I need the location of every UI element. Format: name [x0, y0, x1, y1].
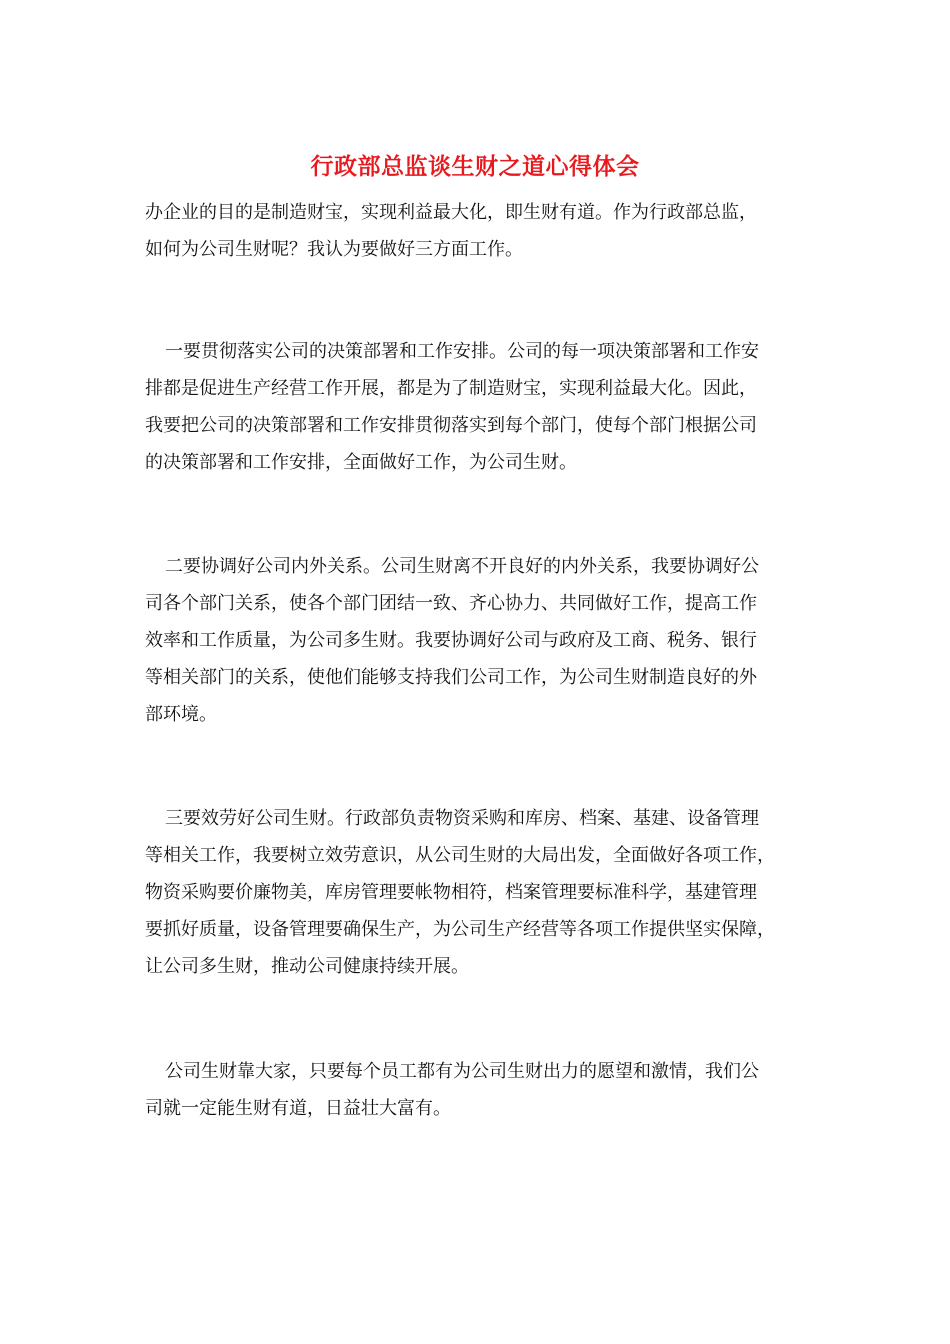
paragraph-line: 等相关工作，我要树立效劳意识，从公司生财的大局出发，全面做好各项工作， [145, 845, 775, 866]
paragraph-point-three [145, 800, 775, 985]
paragraph-line: 部环境。 [145, 704, 217, 725]
paragraph-line: 公司生财靠大家，只要每个员工都有为公司生财出力的愿望和激情，我们公 [165, 1061, 759, 1082]
paragraph-line: 效率和工作质量，为公司多生财。我要协调好公司与政府及工商、税务、银行 [145, 630, 757, 651]
paragraph-line: 物资采购要价廉物美，库房管理要帐物相符，档案管理要标准科学，基建管理 [145, 882, 757, 903]
paragraph-line: 的决策部署和工作安排，全面做好工作，为公司生财。 [145, 452, 577, 473]
paragraph-line: 我要把公司的决策部署和工作安排贯彻落实到每个部门，使每个部门根据公司 [145, 415, 757, 436]
paragraph-line: 司就一定能生财有道，日益壮大富有。 [145, 1098, 451, 1119]
paragraph-line: 如何为公司生财呢？我认为要做好三方面工作。 [145, 239, 523, 260]
paragraph-line: 司各个部门关系，使各个部门团结一致、齐心协力、共同做好工作，提高工作 [145, 593, 757, 614]
paragraph-line: 等相关部门的关系，使他们能够支持我们公司工作，为公司生财制造良好的外 [145, 667, 757, 688]
paragraph-line: 要抓好质量，设备管理要确保生产，为公司生产经营等各项工作提供坚实保障， [145, 919, 775, 940]
paragraph-line: 排都是促进生产经营工作开展，都是为了制造财宝，实现利益最大化。因此， [145, 378, 757, 399]
paragraph-intro [145, 194, 757, 268]
paragraph-line: 办企业的目的是制造财宝，实现利益最大化，即生财有道。作为行政部总监， [145, 202, 757, 223]
paragraph-conclusion [145, 1053, 759, 1127]
paragraph-line: 三要效劳好公司生财。行政部负责物资采购和库房、档案、基建、设备管理 [165, 808, 759, 829]
document-title: 行政部总监谈生财之道心得体会 [310, 153, 640, 180]
paragraph-line: 让公司多生财，推动公司健康持续开展。 [145, 956, 469, 977]
paragraph-point-two [145, 548, 759, 733]
paragraph-line: 一要贯彻落实公司的决策部署和工作安排。公司的每一项决策部署和工作安 [165, 341, 759, 362]
paragraph-line: 二要协调好公司内外关系。公司生财离不开良好的内外关系，我要协调好公 [165, 556, 759, 577]
paragraph-point-one [145, 333, 759, 481]
